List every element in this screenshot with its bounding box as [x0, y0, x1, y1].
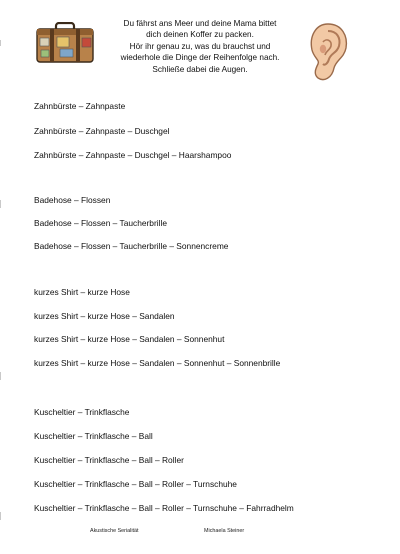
ear-icon	[304, 22, 350, 84]
sequence-line: kurzes Shirt – kurze Hose – Sandalen – Sonnenhut – Sonnenbrille	[34, 358, 281, 368]
instruction-line: Schließe dabei die Augen.	[152, 64, 248, 74]
suitcase-icon	[36, 22, 94, 64]
sequence-line: Badehose – Flossen – Taucherbrille	[34, 218, 167, 228]
sequence-line: Kuscheltier – Trinkflasche – Ball – Roller – Turnschuhe	[34, 479, 237, 489]
instruction-line: Hör ihr genau zu, was du brauchst und	[129, 41, 271, 51]
sequence-line: kurzes Shirt – kurze Hose – Sandalen – Sonnenhut	[34, 334, 225, 344]
sequence-line: kurzes Shirt – kurze Hose	[34, 287, 130, 297]
sequence-line: Kuscheltier – Trinkflasche – Ball	[34, 431, 153, 441]
sequence-line: Zahnbürste – Zahnpaste – Duschgel – Haarshampoo	[34, 150, 232, 160]
scan-mark	[0, 372, 1, 380]
scan-mark	[0, 200, 1, 208]
sequence-line: Kuscheltier – Trinkflasche – Ball – Roller – Turnschuhe – Fahrradhelm	[34, 503, 294, 513]
scan-mark	[0, 40, 1, 46]
sequence-line: Badehose – Flossen	[34, 195, 111, 205]
footer-title: Akustische Serialität	[90, 528, 139, 534]
instruction-line: Du fährst ans Meer und deine Mama bittet	[123, 19, 277, 28]
instruction-line: dich deinen Koffer zu packen.	[146, 30, 254, 40]
footer-author: Michaela Steiner	[204, 528, 245, 534]
scan-mark	[0, 512, 1, 520]
sequence-line: Kuscheltier – Trinkflasche – Ball – Roller	[34, 455, 184, 465]
sequence-line: Kuscheltier – Trinkflasche	[34, 407, 130, 417]
instructions	[100, 18, 300, 75]
sequence-line: Zahnbürste – Zahnpaste – Duschgel	[34, 126, 170, 136]
sequence-line: Badehose – Flossen – Taucherbrille – Sonnencreme	[34, 241, 229, 251]
sequence-line: Zahnbürste – Zahnpaste	[34, 101, 126, 111]
sequence-line: kurzes Shirt – kurze Hose – Sandalen	[34, 311, 175, 321]
instruction-line: wiederhole die Dinge der Reihenfolge nach.	[120, 53, 280, 63]
